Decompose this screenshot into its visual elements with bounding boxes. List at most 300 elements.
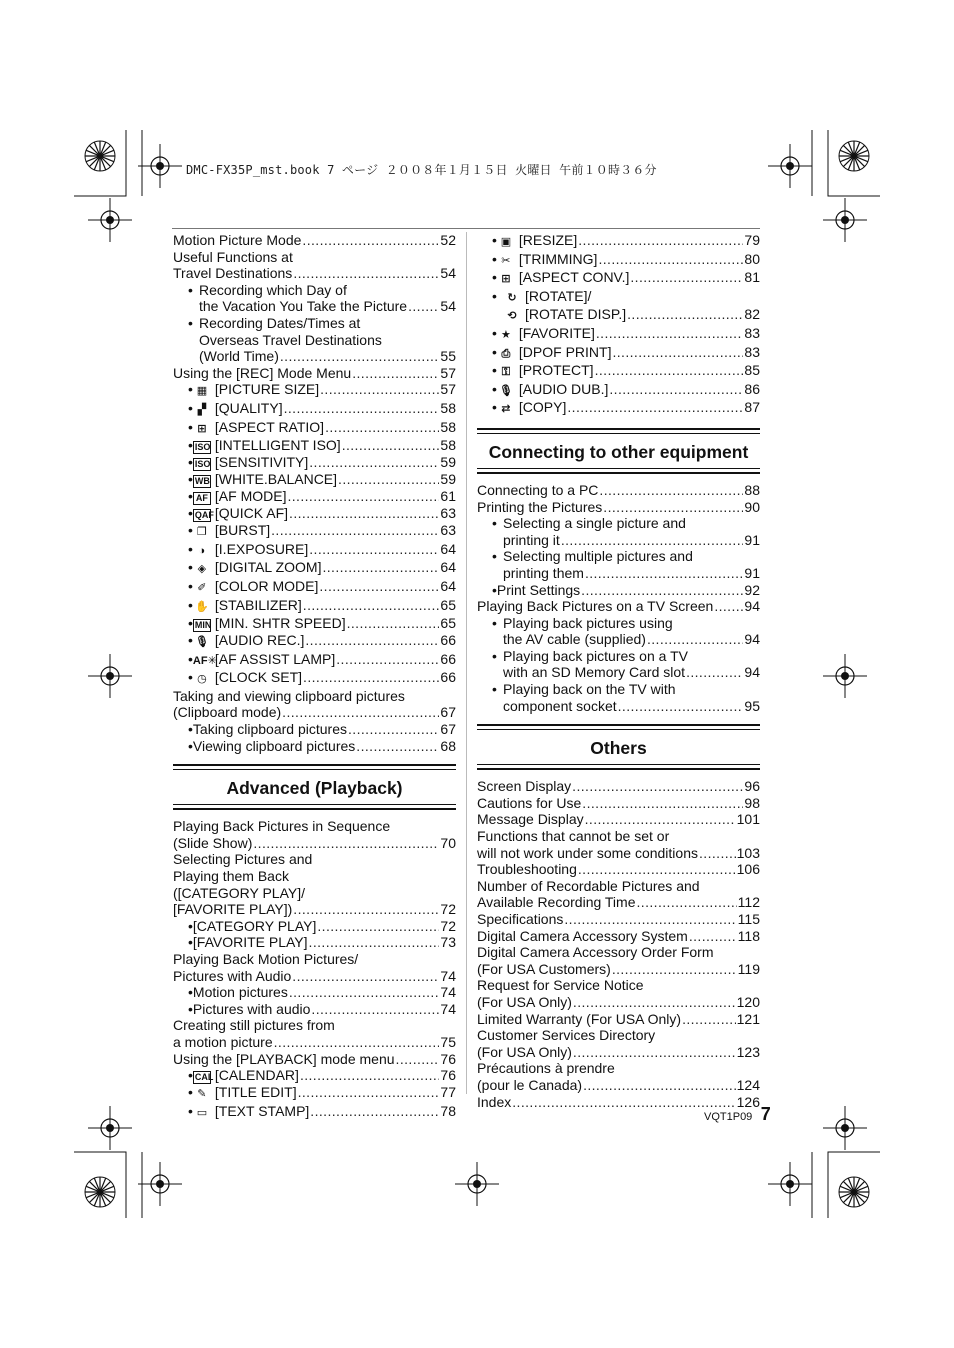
toc-entry-title: Troubleshooting	[477, 861, 577, 878]
dot-leader	[319, 578, 439, 595]
toc-text-line	[173, 951, 456, 968]
toc-entry-title: (Clipboard mode)	[173, 704, 282, 721]
af-mode-icon: AF	[193, 492, 211, 505]
section-title: Others	[590, 738, 647, 759]
toc-page-number: 63	[440, 505, 456, 522]
toc-entry-title: Limited Warranty (For USA Only)	[477, 1010, 682, 1027]
dot-leader	[686, 664, 743, 681]
rotate-disp-icon: ⟲	[507, 310, 517, 323]
quality-icon: ▞	[197, 403, 207, 416]
toc-entry-title: Selecting a single picture and	[503, 515, 686, 532]
dot-leader	[627, 306, 743, 323]
toc-entry-title: Using the [REC] Mode Menu	[173, 364, 352, 381]
dot-leader	[618, 698, 744, 715]
toc-page-number: 76	[440, 1050, 456, 1067]
toc-entry-title: Customer Services Directory	[477, 1027, 656, 1044]
toc-page-number: 124	[736, 1076, 760, 1093]
bullet: •	[188, 381, 193, 398]
toc-page-number: 66	[440, 632, 456, 649]
bullet: •	[188, 399, 193, 416]
bullet: •	[188, 522, 193, 539]
toc-entry-menu-item[interactable]	[173, 400, 456, 419]
toc-entry-title: Specifications	[477, 911, 564, 927]
dot-leader	[578, 232, 743, 249]
toc-entry-title: Pictures with audio	[192, 1000, 311, 1017]
toc-text-line	[173, 885, 456, 902]
bullet: •	[492, 399, 497, 416]
toc-entry-title: [TITLE EDIT]	[214, 1084, 297, 1101]
toc-page-number: 94	[744, 598, 760, 615]
toc-entry-title: [PROTECT]	[518, 362, 594, 379]
toc-page-number: 91	[744, 564, 760, 581]
bullet: •	[188, 418, 193, 435]
toc-entry-title: (World Time)	[199, 348, 279, 365]
toc-entry[interactable]	[173, 298, 456, 315]
intelligent-iso-icon: ISO	[194, 442, 211, 453]
toc-entry-title: Message Display	[477, 811, 584, 828]
toc-page-number: 67	[440, 721, 456, 738]
toc-entry-title: [ASPECT CONV.]	[518, 269, 630, 286]
burst-icon: ❐	[196, 526, 207, 539]
toc-page-number: 65	[440, 596, 456, 613]
aspect-conv-icon: ⊞	[501, 273, 511, 286]
toc-page-number: 90	[744, 498, 760, 515]
toc-text-line	[477, 615, 760, 632]
bullet: •	[492, 614, 497, 631]
copy-icon: ⇄	[501, 403, 511, 416]
section-title: Connecting to other equipment	[488, 441, 749, 462]
toc-entry-title: component socket	[503, 697, 617, 714]
toc-entry[interactable]	[173, 901, 456, 918]
bullet: •	[188, 559, 193, 576]
toc-entry-title: Selecting multiple pictures and	[503, 548, 693, 565]
toc-entry[interactable]	[477, 664, 760, 681]
toc-entry-title: Playing Back Motion Pictures/	[173, 951, 359, 967]
bullet: •	[492, 343, 497, 360]
toc-entry-title: [CALENDAR]	[214, 1067, 299, 1084]
toc-entry-title: Selecting Pictures and	[173, 851, 313, 868]
toc-entry[interactable]	[477, 911, 760, 928]
toc-text-line	[173, 868, 456, 885]
toc-entry-menu-item[interactable]	[173, 541, 456, 560]
toc-entry-title: Playing Back Pictures on a TV Screen	[477, 598, 714, 615]
toc-page-number: 72	[440, 901, 456, 918]
toc-page-number: 74	[440, 1000, 456, 1017]
toc-text-line	[173, 332, 456, 349]
toc-entry-title: printing them	[503, 564, 584, 581]
toc-text-line	[173, 249, 456, 266]
bullet: •	[188, 577, 193, 594]
dot-leader	[293, 265, 439, 282]
toc-entry-title: Motion Picture Mode	[173, 232, 302, 248]
dot-leader	[585, 811, 736, 828]
toc-entry-title: [DIGITAL ZOOM]	[214, 559, 322, 576]
toc-entry[interactable]	[173, 968, 456, 985]
dot-leader	[289, 505, 439, 522]
bullet: •	[188, 1102, 193, 1119]
toc-entry-title: Précautions à prendre	[477, 1060, 615, 1077]
toc-entry-title: (pour le Canada)	[477, 1076, 583, 1093]
toc-entry[interactable]	[477, 811, 760, 828]
toc-entry[interactable]	[477, 499, 760, 516]
toc-entry-title: (For USA Customers)	[477, 960, 611, 977]
toc-entry-menu-item[interactable]	[173, 454, 456, 471]
i-exposure-icon: ◑	[198, 544, 206, 557]
toc-page-number: 118	[737, 927, 760, 944]
toc-text-line	[477, 681, 760, 698]
toc-entry-title: [CLOCK SET]	[214, 669, 303, 686]
dot-leader	[582, 795, 743, 812]
toc-entry[interactable]	[173, 738, 456, 755]
toc-page-number: 58	[440, 399, 456, 416]
toc-entry-title: [SENSITIVITY]	[214, 454, 309, 471]
dot-leader	[322, 559, 439, 576]
toc-entry[interactable]	[477, 845, 760, 862]
dot-leader	[599, 482, 743, 499]
toc-entry-menu-item[interactable]	[173, 381, 456, 400]
dot-leader	[561, 532, 744, 549]
dot-leader	[572, 778, 743, 795]
toc-page-number: 78	[440, 1102, 456, 1119]
toc-entry-title: [FAVORITE PLAY])	[173, 901, 293, 918]
toc-text-line	[477, 1027, 760, 1044]
toc-entry-menu-item[interactable]	[173, 1103, 456, 1122]
toc-entry-title: with an SD Memory Card slot	[503, 664, 686, 681]
bullet: •	[492, 548, 497, 565]
aspect-ratio-icon: ⊞	[197, 422, 207, 435]
toc-entry[interactable]	[477, 1011, 760, 1028]
toc-entry-title: Useful Functions at	[173, 248, 293, 265]
dot-leader	[309, 541, 439, 558]
toc-page-number: 119	[737, 960, 760, 977]
bullet: •	[188, 615, 193, 632]
dot-leader	[271, 522, 439, 539]
dot-leader	[284, 400, 440, 417]
toc-page-number: 63	[440, 522, 456, 539]
toc-page-number: 68	[440, 737, 456, 754]
dot-leader	[564, 911, 736, 928]
toc-entry[interactable]	[477, 928, 760, 945]
toc-entry[interactable]	[477, 894, 760, 911]
toc-entry[interactable]	[477, 631, 760, 648]
toc-entry-menu-item[interactable]	[477, 362, 760, 381]
toc-entry[interactable]	[173, 365, 456, 382]
toc-page-number: 85	[744, 362, 760, 379]
toc-page-number: 123	[736, 1043, 760, 1060]
toc-entry-title: Screen Display	[477, 778, 572, 795]
toc-page-number: 120	[736, 993, 760, 1010]
toc-entry-title: Pictures with Audio	[173, 967, 292, 984]
toc-entry[interactable]	[477, 795, 760, 812]
bullet: •	[188, 454, 193, 471]
toc-entry-menu-item[interactable]	[173, 471, 456, 488]
dot-leader	[612, 344, 743, 361]
toc-entry[interactable]	[173, 1001, 456, 1018]
toc-entry-title: will not work under some conditions	[477, 844, 698, 861]
favorite-icon: ★	[500, 328, 511, 341]
toc-entry-rotate[interactable]: • ↻ [ROTATE]/	[477, 288, 760, 307]
toc-entry-menu-item[interactable]	[477, 269, 760, 288]
toc-entry[interactable]	[477, 532, 760, 549]
dot-leader	[298, 1084, 440, 1101]
sensitivity-icon: ISO	[194, 459, 211, 470]
bullet: •	[188, 505, 193, 522]
toc-entry-title: (For USA Only)	[477, 1043, 572, 1060]
toc-page-number: 64	[440, 577, 456, 594]
dot-leader	[581, 582, 743, 599]
toc-page-number: 79	[744, 232, 760, 248]
toc-page-number: 81	[744, 269, 760, 286]
dot-leader	[311, 1001, 439, 1018]
dot-leader	[714, 598, 743, 615]
toc-entry-title: Playing back pictures on a TV	[503, 647, 688, 664]
toc-entry-title: [ASPECT RATIO]	[214, 418, 325, 435]
toc-entry-menu-item[interactable]	[477, 325, 760, 344]
toc-entry[interactable]	[173, 348, 456, 365]
toc-text-line	[173, 818, 456, 835]
toc-entry-menu-item[interactable]	[173, 419, 456, 438]
text-stamp-icon: ▭	[196, 1106, 208, 1119]
toc-entry-menu-item[interactable]	[173, 522, 456, 541]
bullet: •	[492, 647, 497, 664]
toc-entry[interactable]	[477, 582, 760, 599]
toc-page-number: 57	[440, 381, 456, 398]
toc-entry-menu-item[interactable]	[477, 232, 760, 251]
dot-leader	[303, 669, 439, 686]
bullet: •	[188, 1084, 193, 1101]
toc-entry-title: Connecting to a PC	[477, 481, 599, 498]
toc-page-number: 112	[737, 894, 760, 911]
toc-entry-title: Recording Dates/Times at	[199, 314, 361, 331]
section-title: Advanced (Playback)	[226, 778, 403, 799]
toc-entry[interactable]	[173, 1051, 456, 1068]
picture-size-icon: ▦	[196, 385, 208, 398]
dot-leader	[300, 1067, 439, 1084]
dot-leader	[348, 721, 439, 738]
trimming-icon: ✂	[501, 254, 511, 267]
toc-entry-title: Viewing clipboard pictures	[192, 737, 356, 754]
dot-leader	[567, 399, 743, 416]
dot-leader	[325, 419, 439, 436]
toc-entry[interactable]	[477, 1044, 760, 1061]
toc-page-number: 65	[440, 615, 456, 632]
digital-zoom-icon: ◈	[197, 563, 207, 576]
toc-page-number: 74	[440, 967, 456, 984]
toc-entry[interactable]	[173, 934, 456, 951]
toc-page-number: 87	[744, 399, 760, 416]
dot-leader	[338, 471, 439, 488]
toc-page-number: 57	[440, 364, 456, 381]
toc-entry[interactable]	[477, 1077, 760, 1094]
dot-leader	[408, 298, 439, 315]
toc-page-number: 59	[440, 454, 456, 471]
dot-leader	[310, 1103, 439, 1120]
toc-page-number: 91	[744, 531, 760, 548]
toc-entry-menu-item[interactable]	[477, 251, 760, 270]
toc-entry-title: Playing back on the TV with	[503, 681, 676, 698]
toc-page-number: 58	[440, 437, 456, 454]
toc-entry-title: [ROTATE DISP.]	[525, 306, 627, 323]
bullet: •	[188, 314, 193, 331]
toc-entry[interactable]	[477, 565, 760, 582]
toc-entry[interactable]	[173, 1034, 456, 1051]
toc-entry-menu-item[interactable]	[173, 1084, 456, 1103]
toc-page-number: 103	[736, 844, 760, 861]
toc-entry[interactable]	[477, 482, 760, 499]
toc-entry-menu-item[interactable]	[173, 615, 456, 632]
toc-entry-menu-item[interactable]	[173, 632, 456, 651]
toc-entry-title: [PICTURE SIZE]	[214, 381, 320, 398]
dot-leader	[598, 251, 743, 268]
toc-entry[interactable]	[173, 918, 456, 935]
toc-page-number: 98	[744, 794, 760, 811]
dot-leader	[647, 631, 743, 648]
dot-leader	[699, 845, 736, 862]
dot-leader	[573, 994, 736, 1011]
bullet: •	[492, 380, 497, 397]
toc-entry-title: Creating still pictures from	[173, 1017, 335, 1034]
toc-entry-title: (For USA Only)	[477, 993, 572, 1010]
toc-left-column	[173, 232, 456, 1121]
clock-icon: ◷	[197, 673, 207, 686]
toc-page-number: 54	[440, 265, 456, 282]
toc-entry[interactable]	[173, 232, 456, 249]
toc-entry-title: Taking and viewing clipboard pictures	[173, 687, 405, 704]
toc-page-number: 72	[440, 917, 456, 934]
toc-entry-title: [MIN. SHTR SPEED]	[214, 615, 346, 632]
document-code: VQT1P09	[704, 1111, 753, 1123]
dot-leader	[512, 1094, 735, 1111]
toc-entry-title: Playing back pictures using	[503, 614, 673, 631]
toc-entry-title: [WHITE.BALANCE]	[214, 471, 338, 488]
section-connecting	[477, 428, 760, 474]
bullet: •	[188, 984, 193, 1001]
toc-entry-menu-item[interactable]	[173, 578, 456, 597]
toc-entry-menu-item[interactable]	[173, 651, 456, 670]
toc-entry-menu-item[interactable]	[173, 597, 456, 616]
toc-entry-title: Index	[477, 1093, 512, 1110]
dot-leader	[603, 499, 743, 516]
toc-entry-menu-item[interactable]	[477, 399, 760, 418]
protect-key-icon: ⚿	[501, 366, 511, 379]
toc-entry-title: the AV cable (supplied)	[503, 631, 646, 648]
dot-leader	[682, 1011, 736, 1028]
toc-text-line	[173, 851, 456, 868]
toc-page-number: 86	[744, 380, 760, 397]
microphone-icon: 🎙	[194, 636, 209, 649]
dot-leader	[595, 362, 744, 379]
color-mode-icon: ✐	[197, 581, 207, 594]
toc-page-number: 76	[440, 1067, 456, 1084]
toc-page-number: 115	[737, 911, 760, 927]
toc-entry-title: [QUALITY]	[214, 399, 283, 416]
dot-leader	[585, 565, 743, 582]
toc-entry-title: Playing Back Pictures in Sequence	[173, 818, 391, 835]
toc-page-number: 54	[440, 298, 456, 315]
toc-entry-menu-item[interactable]	[173, 669, 456, 688]
toc-entry-title: [DPOF PRINT]	[518, 343, 612, 360]
toc-entry[interactable]	[173, 835, 456, 852]
toc-entry-title: [RESIZE]	[518, 232, 578, 248]
title-edit-icon: ✎	[197, 1088, 207, 1101]
toc-entry-menu-item[interactable]	[173, 559, 456, 578]
dot-leader	[305, 632, 439, 649]
dot-leader	[302, 232, 439, 249]
page-number: 7	[760, 1104, 771, 1124]
toc-text-line	[173, 688, 456, 705]
toc-page-number: 95	[744, 697, 760, 714]
toc-entry[interactable]	[477, 861, 760, 878]
toc-entry-title: Overseas Travel Destinations	[199, 331, 382, 348]
section-others	[477, 724, 760, 770]
bullet: •	[492, 232, 497, 248]
toc-entry[interactable]	[477, 961, 760, 978]
bullet: •	[188, 669, 193, 686]
toc-entry-title: Available Recording Time	[477, 894, 636, 911]
toc-entry-menu-item[interactable]	[173, 437, 456, 454]
toc-entry[interactable]	[173, 265, 456, 282]
bullet: •	[188, 488, 193, 505]
toc-entry-title: [FAVORITE PLAY]	[192, 934, 308, 951]
toc-entry-title: Number of Recordable Pictures and	[477, 877, 700, 894]
toc-entry-title: [TEXT STAMP]	[214, 1102, 310, 1119]
toc-entry-menu-item[interactable]	[173, 1067, 456, 1084]
toc-entry-menu-item[interactable]	[477, 381, 760, 400]
toc-entry-title: Digital Camera Accessory Order Form	[477, 944, 714, 961]
toc-entry[interactable]	[173, 721, 456, 738]
bullet: •	[188, 737, 193, 754]
toc-page-number: 64	[440, 559, 456, 576]
toc-entry[interactable]	[477, 598, 760, 615]
toc-page-number: 66	[440, 650, 456, 667]
dot-leader	[336, 651, 439, 668]
toc-entry-title: Recording which Day of	[199, 281, 347, 298]
toc-page-number: 94	[744, 631, 760, 648]
toc-entry-title: [TRIMMING]	[518, 250, 598, 267]
toc-entry-title: [AF ASSIST LAMP]	[214, 650, 336, 667]
toc-page-number: 75	[440, 1033, 456, 1050]
dpof-print-icon: ⎙	[501, 347, 511, 360]
toc-entry-title: a motion picture	[173, 1033, 273, 1050]
toc-entry-menu-item[interactable]	[173, 505, 456, 522]
toc-entry-title: [STABILIZER]	[214, 596, 302, 613]
toc-page-number: 55	[440, 348, 456, 365]
toc-entry-title: ([CATEGORY PLAY]/	[173, 884, 306, 901]
toc-entry-title: [COPY]	[518, 399, 567, 416]
quick-af-icon: QAF	[194, 510, 214, 521]
stabilizer-icon: ✋	[195, 600, 209, 613]
toc-text-line	[173, 1017, 456, 1034]
toc-page-number: 94	[744, 664, 760, 681]
toc-entry-title: Using the [PLAYBACK] mode menu	[173, 1050, 395, 1067]
toc-entry[interactable]	[173, 704, 456, 721]
toc-entry[interactable]	[477, 994, 760, 1011]
toc-entry[interactable]	[477, 698, 760, 715]
toc-entry-menu-item[interactable]	[477, 344, 760, 363]
toc-entry-menu-item[interactable]	[477, 306, 760, 325]
toc-page-number: 83	[744, 324, 760, 341]
audio-dub-icon: 🎙	[498, 384, 513, 397]
toc-entry-title: [COLOR MODE]	[214, 577, 319, 594]
bullet: •	[188, 934, 193, 951]
resize-icon: ▣	[500, 236, 512, 248]
toc-text-line	[477, 977, 760, 994]
toc-entry[interactable]	[173, 984, 456, 1001]
toc-entry[interactable]	[477, 778, 760, 795]
toc-entry-menu-item[interactable]	[173, 488, 456, 505]
toc-page-number: 74	[440, 984, 456, 1001]
min-shutter-speed-icon: MIN	[194, 620, 212, 631]
